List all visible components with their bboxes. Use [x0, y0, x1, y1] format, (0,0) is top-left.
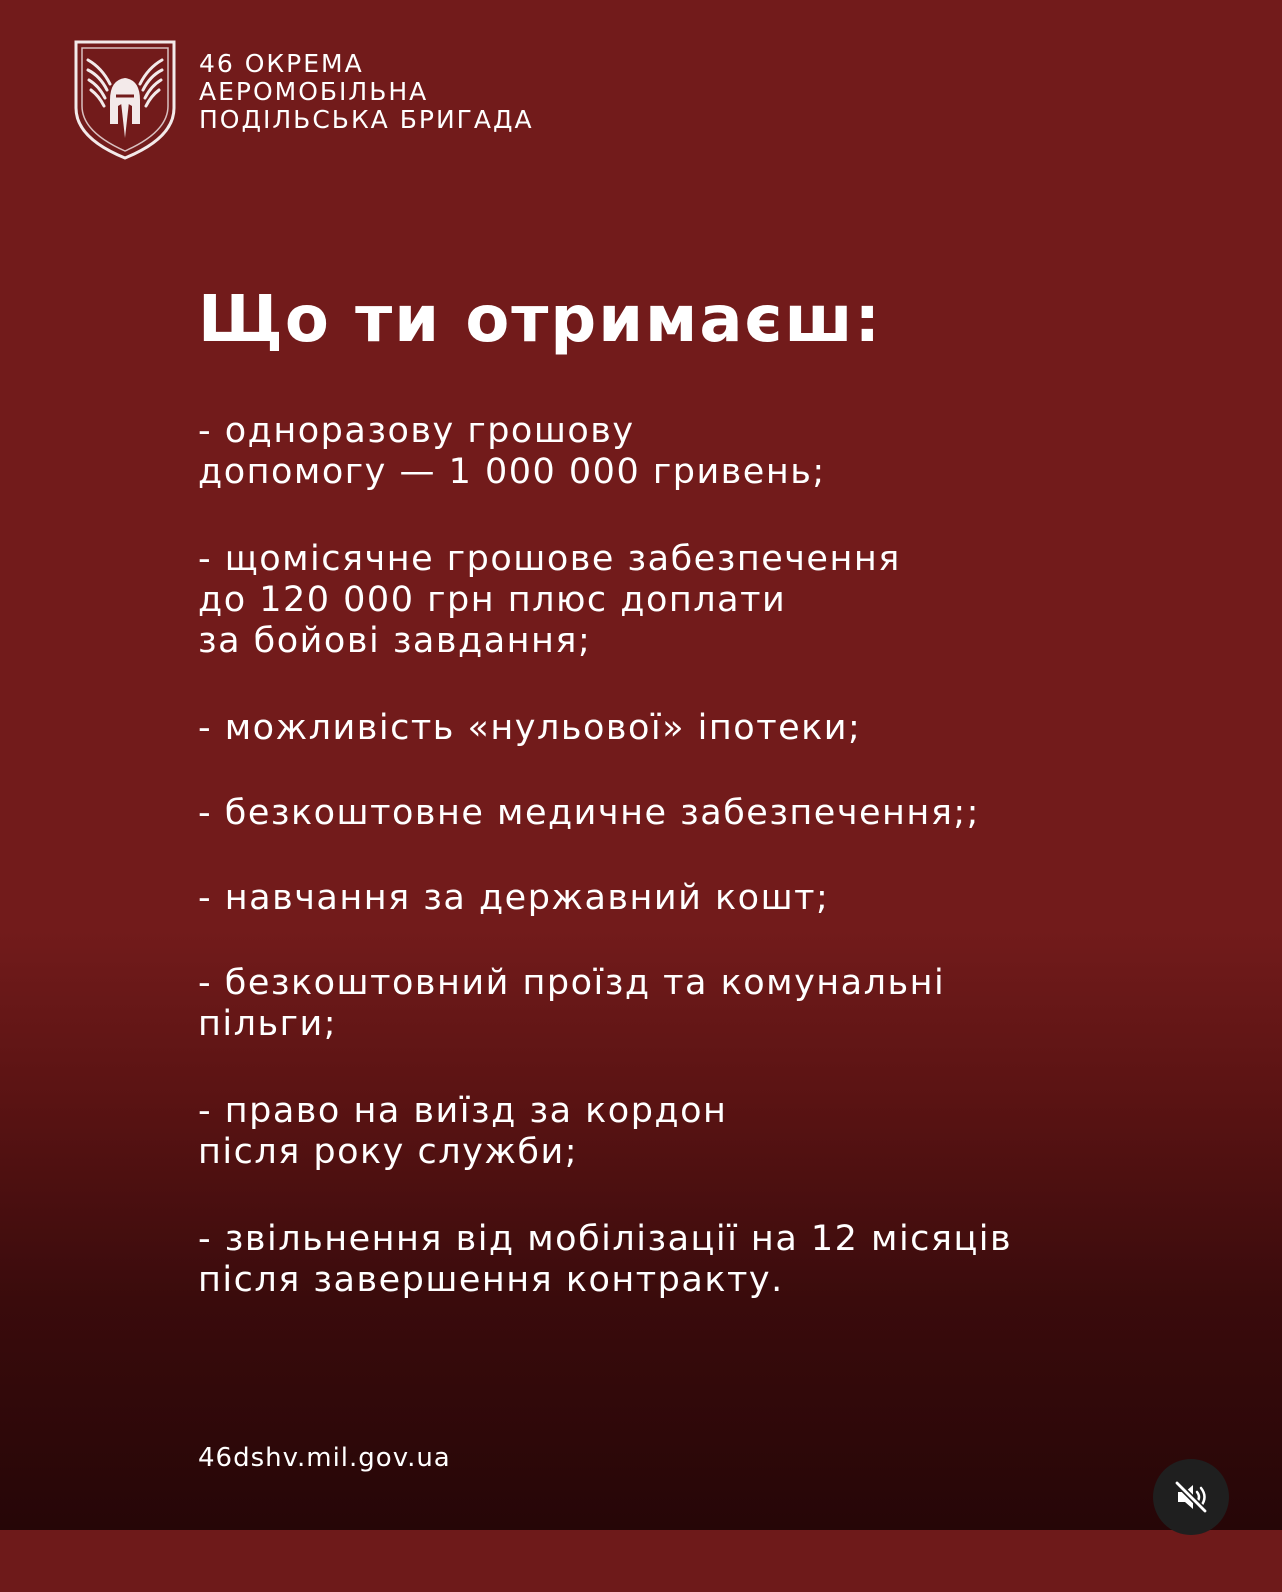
website-url: 46dshv.mil.gov.ua [198, 1443, 451, 1473]
brigade-name-line1: 46 ОКРЕМА [199, 49, 364, 78]
benefit-item: - безкоштовний проїзд та комунальні пільги; [198, 963, 946, 1044]
speaker-muted-icon [1172, 1478, 1210, 1516]
benefit-item: - звільнення від мобілізації на 12 місяців після завершення контракту. [198, 1219, 1013, 1300]
mute-toggle-button[interactable] [1153, 1459, 1229, 1535]
benefit-item: - щомісячне грошове забезпечення до 120 000 грн плюс доплати за бойові завдання; [198, 539, 901, 661]
brigade-name-line2: АЕРОМОБІЛЬНА [199, 77, 429, 106]
brigade-shield-emblem-icon [72, 38, 178, 162]
page-title: Що ти отримаєш: [198, 283, 883, 357]
benefit-item: - одноразову грошову допомогу — 1 000 000 гривень; [198, 411, 826, 492]
benefit-item: - можливість «нульової» іпотеки; [198, 708, 862, 748]
brigade-name [199, 50, 534, 134]
benefit-item: - право на виїзд за кордон після року служби; [198, 1091, 728, 1172]
brigade-name-line3: ПОДІЛЬСЬКА БРИГАДА [199, 105, 534, 134]
bottom-strip [0, 1530, 1282, 1592]
benefit-item: - безкоштовне медичне забезпечення;; [198, 793, 980, 833]
benefit-item: - навчання за державний кошт; [198, 878, 830, 918]
benefits-list [198, 411, 1198, 1301]
